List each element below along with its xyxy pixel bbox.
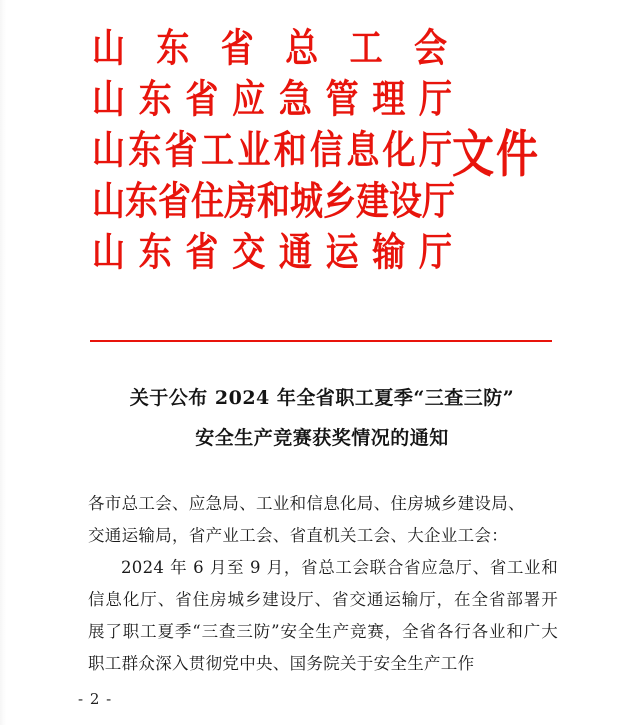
issuer-agency-list [92,18,455,276]
masthead [0,18,643,280]
body-text [88,488,558,680]
issuer-line-5: 山东省交通运输厅 [92,229,452,276]
addressee-line-1: 各市总工会、应急局、工业和信息化局、住房城乡建设局、 [88,494,525,513]
issuer-line-1: 山东省总工会 [92,25,452,72]
page-title [72,378,572,458]
issuer-line-2: 山东省应急管理厅 [92,76,452,123]
page-number: - 2 - [78,690,113,708]
page-title-line-2: 安全生产竞赛获奖情况的通知 [195,427,449,449]
page-title-line-1: 关于公布 2024 年全省职工夏季“三查三防” [129,387,515,409]
addressee-line-2: 交通运输局，省产业工会、省直机关工会、大企业工会： [88,526,508,545]
issuer-line-4: 山东省住房和城乡建设厅 [92,178,455,225]
body-paragraph-1: 2024 年 6 月至 9 月，省总工会联合省应急厅、省工业和信息化厅、省住房城乡建设厅、省交通运输厅，在全省部署开展了职工夏季“三查三防”安全生产竞赛，全省各行各业和广大职工群众深入贯彻党中央、国务院关于安全生产工作 [88,558,558,673]
red-separator-rule [90,340,552,342]
document-word-label: 文件 [452,124,541,184]
issuer-line-3: 山东省工业和信息化厅 [92,127,452,174]
